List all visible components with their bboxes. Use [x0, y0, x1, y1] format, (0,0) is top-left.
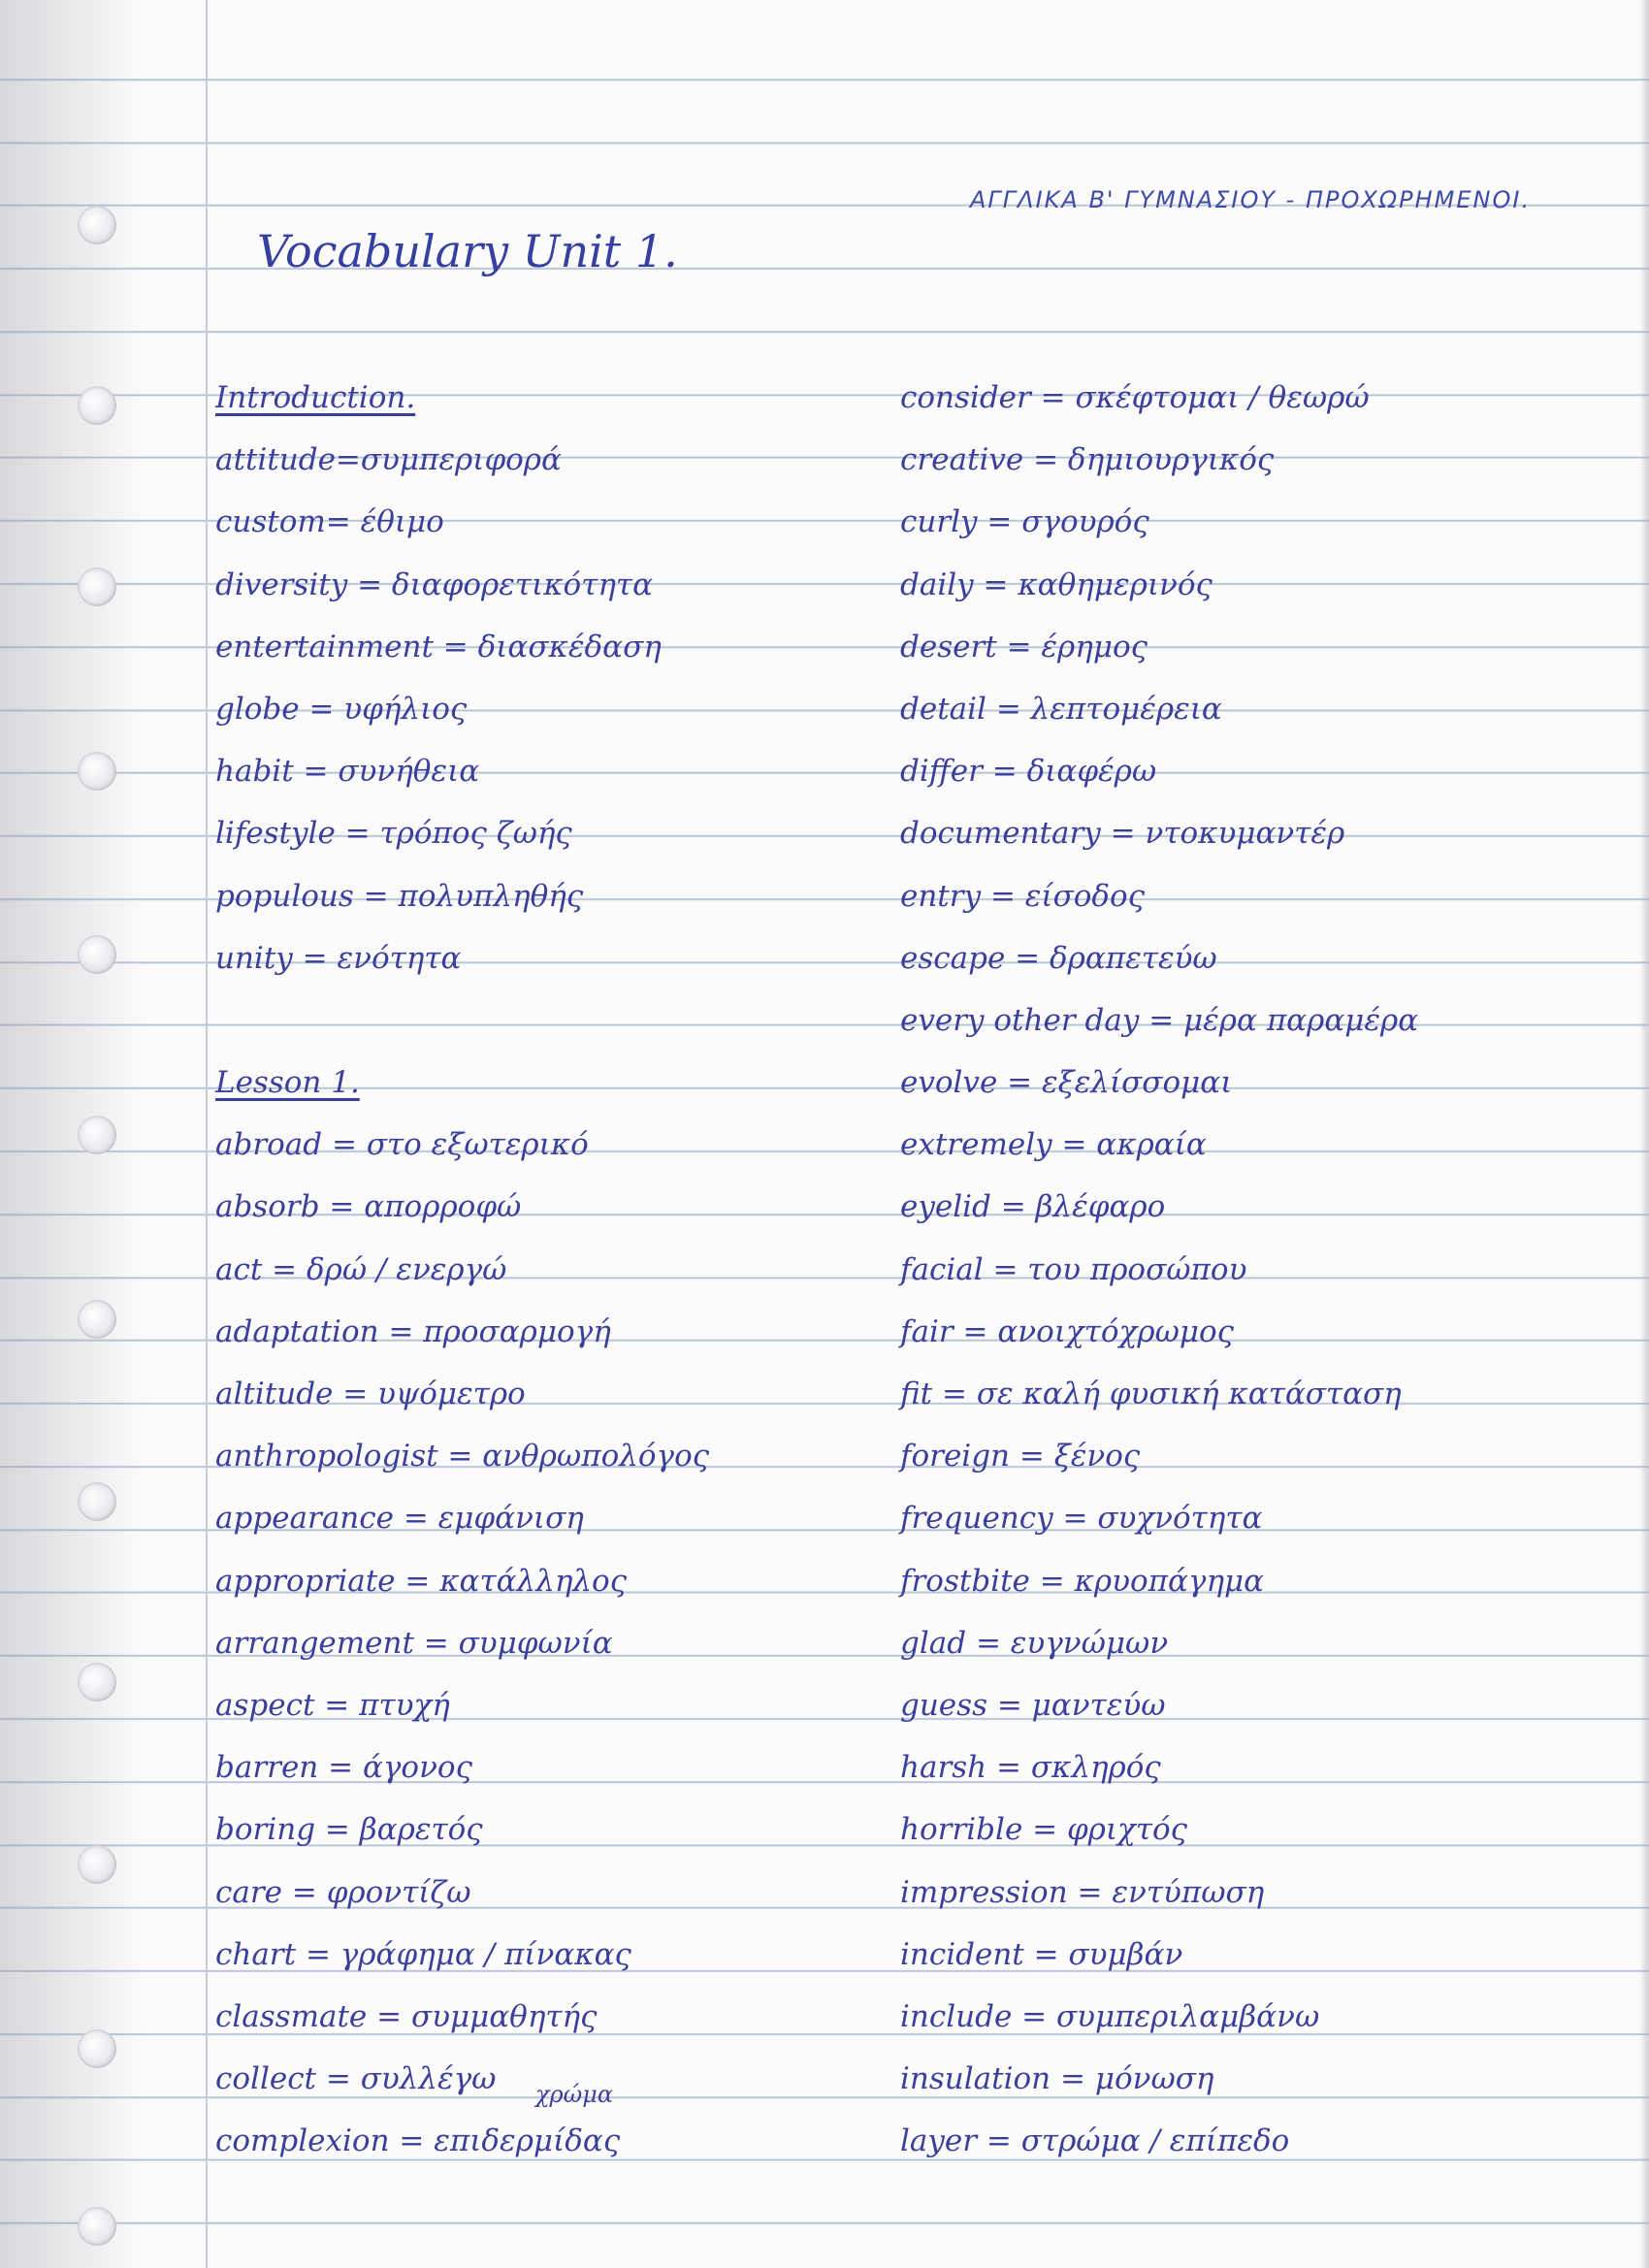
vocab-entry: include = συμπεριλαμβάνω [900, 1998, 1320, 2034]
vocab-entry: evolve = εξελίσσομαι [900, 1065, 1233, 1101]
vocab-entry: habit = συνήθεια [215, 754, 480, 790]
vocab-entry: chart = γράφημα / πίνακας [215, 1936, 631, 1972]
vocab-entry: incident = συμβάν [900, 1936, 1183, 1972]
vocab-entry: globe = υφήλιος [215, 691, 468, 727]
vocab-entry: horrible = φριχτός [900, 1812, 1188, 1848]
vocab-entry: glad = ευγνώμων [900, 1625, 1169, 1661]
blank-line [215, 989, 894, 1052]
vocab-entry: custom= έθιμο [215, 504, 444, 540]
vocab-entry: abroad = στο εξωτερικό [215, 1127, 589, 1163]
vocab-entry: layer = στρώμα / επίπεδο [900, 2123, 1290, 2159]
vocab-entry: attitude=συμπεριφορά [215, 442, 562, 478]
complexion-above-note: χρώμα [535, 2081, 614, 2108]
vocab-entry: eyelid = βλέφαρο [900, 1189, 1166, 1225]
section-heading-lesson: Lesson 1. [215, 1065, 360, 1101]
vocab-entry: complexion = επιδερμίδας [215, 2123, 621, 2159]
vocab-entry: every other day = μέρα παραμέρα [900, 1002, 1419, 1038]
vocab-entry: boring = βαρετός [215, 1812, 483, 1848]
vocab-entry: curly = σγουρός [900, 504, 1149, 540]
vocab-entry: differ = διαφέρω [900, 754, 1157, 790]
vocab-entry: adaptation = προσαρμογή [215, 1313, 611, 1349]
vocab-entry: appearance = εμφάνιση [215, 1501, 584, 1537]
binder-hole [78, 1116, 116, 1154]
vocab-entry: frequency = συχνότητα [900, 1501, 1263, 1537]
vocab-entry: absorb = απορροφώ [215, 1189, 522, 1225]
vocab-entry: entertainment = διασκέδαση [215, 629, 662, 664]
vocab-entry: classmate = συμμαθητής [215, 1998, 598, 2034]
vocab-entry: foreign = ξένος [900, 1439, 1141, 1474]
binder-hole [78, 386, 116, 425]
right-column [900, 367, 1637, 2172]
vocab-entry: diversity = διαφορετικότητα [215, 567, 653, 602]
vocab-entry: entry = είσοδος [900, 878, 1146, 914]
binder-hole [78, 2207, 116, 2246]
vocab-entry: appropriate = κατάλληλος [215, 1563, 628, 1599]
vocab-entry: creative = δημιουργικός [900, 442, 1275, 478]
binder-hole [78, 1300, 116, 1339]
page-title: Vocabulary Unit 1. [257, 225, 678, 277]
vocab-entry: lifestyle = τρόπος ζωής [215, 816, 572, 852]
vocab-entry: daily = καθημερινός [900, 567, 1212, 602]
vocab-entry: aspect = πτυχή [215, 1687, 450, 1723]
left-column [215, 367, 894, 2172]
binder-hole [78, 567, 116, 606]
vocab-entry: act = δρώ / ενεργώ [215, 1251, 507, 1287]
vocab-entry: desert = έρημος [900, 629, 1148, 664]
vocab-entry: populous = πολυπληθής [215, 878, 584, 914]
vocab-entry: care = φροντίζω [215, 1874, 471, 1910]
vocab-entry: fair = ανοιχτόχρωμος [900, 1313, 1235, 1349]
vocab-entry: insulation = μόνωση [900, 2061, 1214, 2097]
vocab-entry: guess = μαντεύω [900, 1687, 1166, 1723]
binder-hole [78, 206, 116, 244]
vocab-entry: arrangement = συμφωνία [215, 1625, 613, 1661]
vocab-entry: impression = εντύπωση [900, 1874, 1265, 1910]
margin-line [206, 0, 208, 2268]
vocab-entry: altitude = υψόμετρο [215, 1377, 526, 1411]
vocab-entry: collect = συλλέγω [215, 2061, 497, 2097]
page-edge [1639, 0, 1649, 2268]
vocab-entry: documentary = ντοκυμαντέρ [900, 816, 1345, 852]
binder-hole [78, 1482, 116, 1521]
vocab-entry: frostbite = κρυοπάγημα [900, 1563, 1265, 1599]
binder-hole [78, 935, 116, 974]
vocab-entry: barren = άγονος [215, 1750, 472, 1786]
vocab-entry: unity = ενότητα [215, 940, 462, 976]
binder-hole [78, 2029, 116, 2068]
vocab-entry: facial = του προσώπου [900, 1251, 1247, 1287]
section-heading-introduction: Introduction. [215, 380, 416, 415]
page-shadow [0, 0, 146, 2268]
binder-hole [78, 1663, 116, 1701]
binder-hole [78, 1845, 116, 1884]
vocab-entry: anthropologist = ανθρωπολόγος [215, 1439, 710, 1474]
vocab-entry: consider = σκέφτομαι / θεωρώ [900, 380, 1370, 415]
vocab-entry: escape = δραπετεύω [900, 940, 1217, 976]
header-note: ΑΓΓΛΙΚΑ Β' ΓΥΜΝΑΣΙΟΥ - ΠΡΟΧΩΡΗΜΕΝΟΙ. [970, 186, 1532, 213]
vocab-entry: harsh = σκληρός [900, 1750, 1161, 1786]
binder-hole [78, 752, 116, 791]
vocab-entry: detail = λεπτομέρεια [900, 691, 1222, 727]
vocab-entry: fit = σε καλή φυσική κατάσταση [900, 1377, 1402, 1411]
vocab-entry: extremely = ακραία [900, 1127, 1207, 1163]
